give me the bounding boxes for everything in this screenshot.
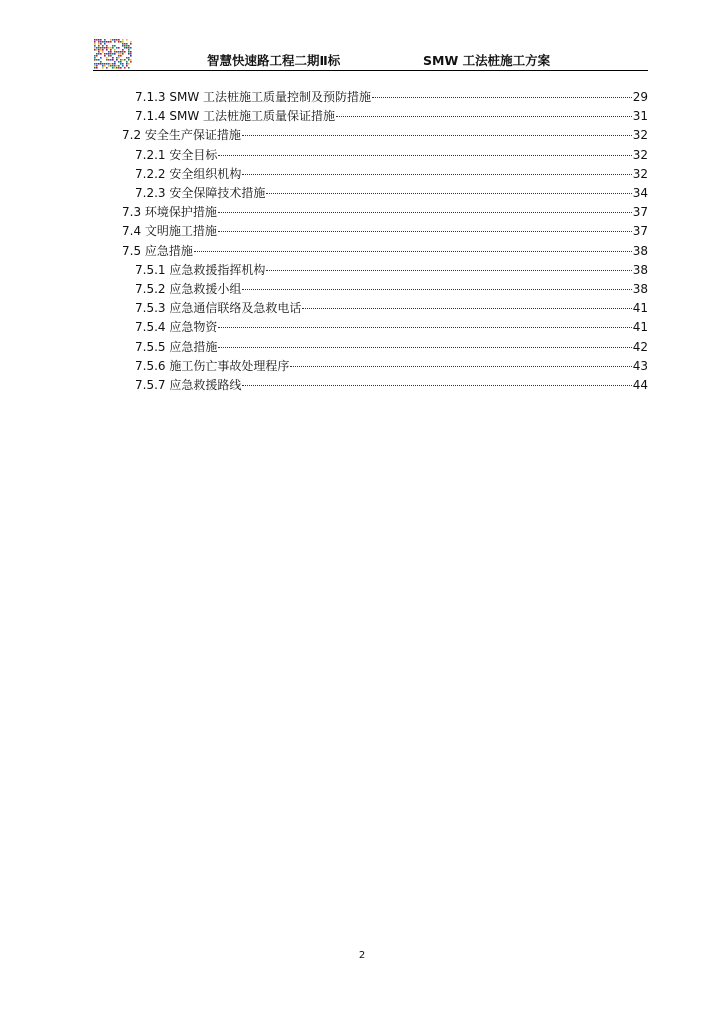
toc-entry[interactable] bbox=[122, 242, 648, 261]
toc-entry-label: 7.2.3 安全保障技术措施 bbox=[135, 186, 266, 200]
toc-entry[interactable] bbox=[135, 146, 648, 165]
toc-dot-leader bbox=[242, 384, 631, 386]
toc-entry-page: 31 bbox=[632, 109, 648, 124]
toc-entry-page: 37 bbox=[632, 205, 648, 220]
toc-entry-page: 38 bbox=[632, 262, 648, 277]
toc-dot-leader bbox=[242, 288, 631, 290]
page-number: 2 bbox=[358, 950, 366, 961]
toc-entry-page: 34 bbox=[632, 186, 648, 200]
toc-entry-page: 44 bbox=[632, 378, 648, 392]
toc-entry-page: 38 bbox=[632, 282, 648, 296]
toc-entry-page: 32 bbox=[632, 166, 648, 181]
toc-entry[interactable] bbox=[135, 357, 648, 376]
toc-entry-label: 7.5.7 应急救援路线 bbox=[135, 378, 242, 392]
header-rule bbox=[93, 70, 648, 71]
toc-dot-leader bbox=[218, 346, 631, 348]
toc-entry-label: 7.4 文明施工措施 bbox=[122, 224, 217, 239]
toc-dot-leader bbox=[336, 115, 632, 117]
toc-dot-leader bbox=[218, 154, 631, 156]
document-title: SMW 工法桩施工方案 bbox=[423, 53, 551, 68]
toc-entry-label: 7.5.3 应急通信联络及急救电话 bbox=[135, 301, 302, 316]
toc-entry-page: 32 bbox=[632, 128, 648, 143]
toc-dot-leader bbox=[266, 269, 631, 271]
toc-entry-label: 7.5.6 施工伤亡事故处理程序 bbox=[135, 358, 290, 373]
toc-entry-page: 38 bbox=[632, 243, 648, 258]
toc-entry[interactable] bbox=[135, 165, 648, 184]
toc-entry-page: 41 bbox=[632, 301, 648, 316]
toc-dot-leader bbox=[218, 230, 632, 232]
toc-entry-label: 7.1.4 SMW 工法桩施工质量保证措施 bbox=[135, 109, 335, 124]
toc-entry[interactable] bbox=[135, 299, 648, 318]
toc-dot-leader bbox=[372, 96, 632, 98]
toc-entry[interactable] bbox=[135, 318, 648, 337]
toc-entry[interactable] bbox=[135, 376, 648, 395]
toc-entry[interactable] bbox=[135, 184, 648, 203]
toc-entry-label: 7.3 环境保护措施 bbox=[122, 205, 217, 220]
toc-entry-label: 7.1.3 SMW 工法桩施工质量控制及预防措施 bbox=[135, 90, 371, 104]
toc-entry-label: 7.2.1 安全目标 bbox=[135, 147, 218, 162]
toc-entry[interactable] bbox=[135, 338, 648, 357]
toc-entry-label: 7.2.2 安全组织机构 bbox=[135, 166, 242, 181]
toc-entry-label: 7.5.4 应急物资 bbox=[135, 320, 218, 335]
toc-dot-leader bbox=[218, 326, 631, 328]
toc-dot-leader bbox=[242, 173, 631, 175]
toc-entry-page: 41 bbox=[632, 320, 648, 335]
toc-entry[interactable] bbox=[135, 280, 648, 299]
toc-entry-label: 7.5.1 应急救援指挥机构 bbox=[135, 262, 266, 277]
toc-entry-label: 7.5.5 应急措施 bbox=[135, 339, 218, 354]
toc-entry-page: 29 bbox=[632, 90, 648, 104]
toc-dot-leader bbox=[194, 250, 632, 252]
toc-entry[interactable] bbox=[135, 88, 648, 107]
toc-entry[interactable] bbox=[122, 222, 648, 241]
toc-dot-leader bbox=[218, 211, 632, 213]
toc-entry-page: 42 bbox=[632, 339, 648, 354]
toc-entry-label: 7.5.2 应急救援小组 bbox=[135, 282, 242, 296]
toc-entry[interactable] bbox=[135, 107, 648, 126]
toc-entry-page: 37 bbox=[632, 224, 648, 239]
toc-dot-leader bbox=[290, 365, 631, 367]
toc-dot-leader bbox=[242, 134, 632, 136]
toc-dot-leader bbox=[302, 307, 631, 309]
toc-entry-label: 7.5 应急措施 bbox=[122, 243, 193, 258]
toc-dot-leader bbox=[266, 192, 631, 194]
project-title: 智慧快速路工程二期Ⅱ标 bbox=[207, 53, 341, 68]
toc-entry-page: 43 bbox=[632, 358, 648, 373]
toc-entry[interactable] bbox=[122, 203, 648, 222]
toc-entry[interactable] bbox=[135, 261, 648, 280]
toc-entry-page: 32 bbox=[632, 147, 648, 162]
page-header bbox=[93, 37, 648, 71]
toc-entry-label: 7.2 安全生产保证措施 bbox=[122, 128, 241, 143]
toc-entry[interactable] bbox=[122, 126, 648, 145]
company-logo-icon bbox=[93, 37, 133, 71]
